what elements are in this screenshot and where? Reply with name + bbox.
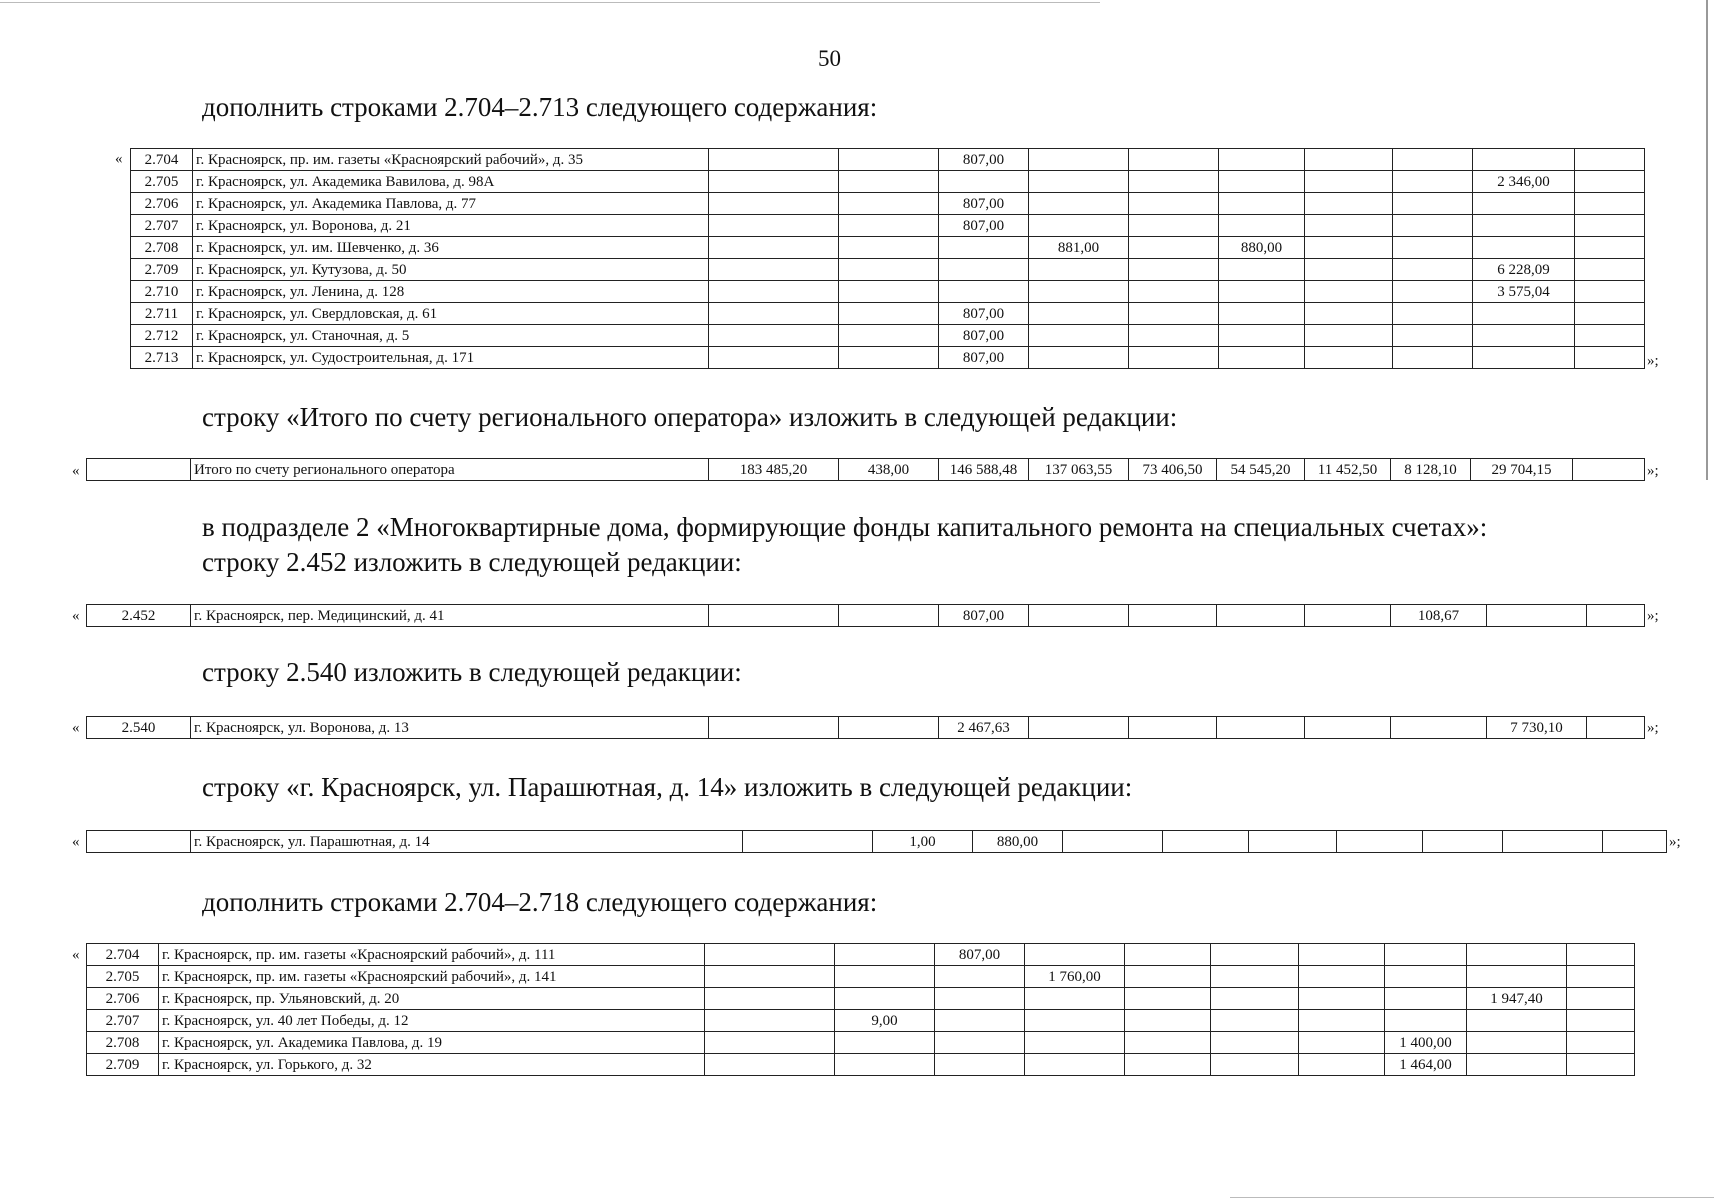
value-cell: 73 406,50 xyxy=(1129,459,1217,481)
value-cell xyxy=(939,237,1029,259)
row-number-cell: 2.704 xyxy=(87,944,159,966)
value-cell xyxy=(1393,237,1473,259)
value-cell xyxy=(709,215,839,237)
value-cell xyxy=(709,303,839,325)
table-row-2540 xyxy=(86,716,1645,739)
page-number: 50 xyxy=(818,46,841,71)
address-cell: г. Красноярск, ул. Воронова, д. 13 xyxy=(191,717,709,739)
row-number-cell: 2.705 xyxy=(131,171,193,193)
table-row xyxy=(87,1010,1635,1032)
value-cell xyxy=(1393,303,1473,325)
value-cell xyxy=(839,237,939,259)
value-cell xyxy=(1473,325,1575,347)
value-cell xyxy=(1217,717,1305,739)
address-cell: г. Красноярск, ул. Кутузова, д. 50 xyxy=(193,259,709,281)
value-cell xyxy=(1305,237,1393,259)
value-cell xyxy=(1219,347,1305,369)
value-cell xyxy=(1393,193,1473,215)
value-cell xyxy=(1211,944,1299,966)
paragraph-row-2452: строку 2.452 изложить в следующей редакции: xyxy=(202,547,742,577)
value-cell xyxy=(839,325,939,347)
address-cell: г. Красноярск, ул. Академика Павлова, д. 77 xyxy=(193,193,709,215)
value-cell xyxy=(705,988,835,1010)
value-cell xyxy=(1025,1032,1125,1054)
value-cell xyxy=(1385,966,1467,988)
value-cell xyxy=(839,717,939,739)
value-cell xyxy=(935,966,1025,988)
value-cell xyxy=(1125,988,1211,1010)
address-cell: г. Красноярск, пр. им. газеты «Красноярский рабочий», д. 111 xyxy=(159,944,705,966)
value-cell xyxy=(1219,325,1305,347)
paragraph-parashyutnaya: строку «г. Красноярск, ул. Парашютная, д. 14» изложить в следующей редакции: xyxy=(202,772,1133,802)
value-cell xyxy=(1467,1054,1567,1076)
value-cell xyxy=(939,171,1029,193)
value-cell xyxy=(1575,347,1645,369)
value-cell: 1 760,00 xyxy=(1025,966,1125,988)
address-cell: г. Красноярск, ул. Академика Павлова, д. 19 xyxy=(159,1032,705,1054)
value-cell xyxy=(935,988,1025,1010)
paragraph-add-rows-2: дополнить строками 2.704–2.718 следующего содержания: xyxy=(202,887,878,917)
table-total-row xyxy=(86,458,1645,481)
value-cell xyxy=(1129,237,1219,259)
value-cell xyxy=(1385,1010,1467,1032)
quote-close: »; xyxy=(1647,608,1659,624)
scan-edge xyxy=(1706,0,1708,480)
value-cell xyxy=(1393,171,1473,193)
row-number-cell: 2.706 xyxy=(87,988,159,1010)
value-cell xyxy=(1025,944,1125,966)
quote-open: « xyxy=(72,720,80,736)
value-cell xyxy=(1129,303,1219,325)
value-cell xyxy=(1587,717,1645,739)
row-number-cell: 2.709 xyxy=(87,1054,159,1076)
value-cell xyxy=(705,1054,835,1076)
value-cell xyxy=(1575,325,1645,347)
value-cell xyxy=(835,1054,935,1076)
value-cell xyxy=(939,281,1029,303)
value-cell xyxy=(1305,259,1393,281)
value-cell xyxy=(1125,1054,1211,1076)
value-cell xyxy=(709,259,839,281)
quote-open: « xyxy=(72,947,80,963)
value-cell xyxy=(1393,347,1473,369)
row-number-cell: 2.708 xyxy=(131,237,193,259)
value-cell xyxy=(839,303,939,325)
value-cell xyxy=(1029,281,1129,303)
paragraph-total-row: строку «Итого по счету регионального оператора» изложить в следующей редакции: xyxy=(202,402,1178,432)
row-number-cell: 2.707 xyxy=(87,1010,159,1032)
value-cell xyxy=(1029,259,1129,281)
row-number-cell: 2.708 xyxy=(87,1032,159,1054)
row-number-cell: 2.540 xyxy=(87,717,191,739)
value-cell xyxy=(1129,171,1219,193)
address-cell: г. Красноярск, пр. Ульяновский, д. 20 xyxy=(159,988,705,1010)
value-cell xyxy=(1217,605,1305,627)
value-cell xyxy=(1575,281,1645,303)
value-cell xyxy=(1125,1032,1211,1054)
value-cell xyxy=(709,237,839,259)
value-cell: 2 467,63 xyxy=(939,717,1029,739)
value-cell xyxy=(705,966,835,988)
table-row xyxy=(131,325,1645,347)
value-cell xyxy=(1587,605,1645,627)
address-cell: г. Красноярск, пр. им. газеты «Красноярский рабочий», д. 141 xyxy=(159,966,705,988)
value-cell xyxy=(1129,717,1217,739)
value-cell xyxy=(1299,988,1385,1010)
value-cell: 1,00 xyxy=(873,831,973,853)
value-cell: 880,00 xyxy=(973,831,1063,853)
value-cell xyxy=(935,1054,1025,1076)
address-cell: г. Красноярск, ул. Воронова, д. 21 xyxy=(193,215,709,237)
value-cell: 438,00 xyxy=(839,459,939,481)
row-number-cell: 2.707 xyxy=(131,215,193,237)
value-cell xyxy=(705,1010,835,1032)
value-cell xyxy=(709,325,839,347)
value-cell xyxy=(1129,259,1219,281)
value-cell xyxy=(1391,717,1487,739)
paragraph-add-rows-1: дополнить строками 2.704–2.713 следующего содержания: xyxy=(202,92,878,122)
value-cell xyxy=(709,717,839,739)
value-cell xyxy=(1503,831,1603,853)
row-number-cell: 2.711 xyxy=(131,303,193,325)
value-cell xyxy=(1129,193,1219,215)
value-cell xyxy=(1299,1032,1385,1054)
value-cell xyxy=(939,259,1029,281)
value-cell xyxy=(839,149,939,171)
value-cell xyxy=(1393,149,1473,171)
value-cell xyxy=(1305,193,1393,215)
value-cell xyxy=(1305,171,1393,193)
value-cell xyxy=(1473,347,1575,369)
value-cell xyxy=(1467,1010,1567,1032)
address-cell: г. Красноярск, ул. им. Шевченко, д. 36 xyxy=(193,237,709,259)
bottom-rule xyxy=(1230,1197,1714,1198)
address-cell: г. Красноярск, ул. Горького, д. 32 xyxy=(159,1054,705,1076)
value-cell xyxy=(1575,193,1645,215)
table-row xyxy=(131,347,1645,369)
table-parashyutnaya xyxy=(86,830,1667,853)
value-cell xyxy=(1249,831,1337,853)
quote-close: »; xyxy=(1647,353,1659,369)
value-cell xyxy=(835,1032,935,1054)
value-cell xyxy=(1473,303,1575,325)
row-number-cell xyxy=(87,831,191,853)
value-cell: 807,00 xyxy=(939,303,1029,325)
value-cell xyxy=(1567,1010,1635,1032)
value-cell: 807,00 xyxy=(939,149,1029,171)
value-cell: 807,00 xyxy=(939,605,1029,627)
row-number-cell: 2.452 xyxy=(87,605,191,627)
table-row xyxy=(131,259,1645,281)
address-cell: Итого по счету регионального оператора xyxy=(191,459,709,481)
value-cell xyxy=(1129,149,1219,171)
value-cell xyxy=(1029,215,1129,237)
value-cell xyxy=(839,281,939,303)
table-row xyxy=(131,303,1645,325)
value-cell xyxy=(1299,944,1385,966)
row-number-cell: 2.713 xyxy=(131,347,193,369)
value-cell xyxy=(1305,149,1393,171)
table-row xyxy=(131,215,1645,237)
value-cell xyxy=(1305,325,1393,347)
value-cell xyxy=(709,193,839,215)
value-cell xyxy=(1305,215,1393,237)
value-cell: 6 228,09 xyxy=(1473,259,1575,281)
value-cell xyxy=(743,831,873,853)
value-cell: 1 947,40 xyxy=(1467,988,1567,1010)
address-cell: г. Красноярск, пер. Медицинский, д. 41 xyxy=(191,605,709,627)
value-cell xyxy=(1129,605,1217,627)
value-cell xyxy=(1305,303,1393,325)
value-cell xyxy=(1219,259,1305,281)
value-cell xyxy=(1125,1010,1211,1032)
value-cell xyxy=(1393,259,1473,281)
table-row xyxy=(87,988,1635,1010)
table-row xyxy=(131,149,1645,171)
value-cell xyxy=(1025,1054,1125,1076)
value-cell: 881,00 xyxy=(1029,237,1129,259)
value-cell xyxy=(1219,193,1305,215)
value-cell xyxy=(1029,717,1129,739)
value-cell xyxy=(1299,1054,1385,1076)
value-cell xyxy=(1467,1032,1567,1054)
value-cell: 807,00 xyxy=(939,347,1029,369)
table-rows-2704-2718 xyxy=(86,943,1635,1076)
value-cell: 1 400,00 xyxy=(1385,1032,1467,1054)
value-cell xyxy=(839,259,939,281)
address-cell: г. Красноярск, ул. Ленина, д. 128 xyxy=(193,281,709,303)
value-cell xyxy=(835,944,935,966)
value-cell xyxy=(1385,944,1467,966)
value-cell xyxy=(1393,281,1473,303)
value-cell xyxy=(1219,303,1305,325)
value-cell xyxy=(1575,215,1645,237)
value-cell xyxy=(1473,215,1575,237)
value-cell xyxy=(1163,831,1249,853)
row-number-cell: 2.704 xyxy=(131,149,193,171)
value-cell xyxy=(1575,303,1645,325)
value-cell xyxy=(1029,605,1129,627)
value-cell xyxy=(1299,966,1385,988)
value-cell xyxy=(1029,193,1129,215)
value-cell xyxy=(709,149,839,171)
value-cell xyxy=(1025,1010,1125,1032)
value-cell: 11 452,50 xyxy=(1305,459,1391,481)
value-cell: 807,00 xyxy=(939,193,1029,215)
address-cell: г. Красноярск, ул. Судостроительная, д. 171 xyxy=(193,347,709,369)
row-number-cell: 2.712 xyxy=(131,325,193,347)
table-row xyxy=(87,605,1645,627)
value-cell: 146 588,48 xyxy=(939,459,1029,481)
value-cell xyxy=(1063,831,1163,853)
value-cell xyxy=(1129,325,1219,347)
value-cell: 108,67 xyxy=(1391,605,1487,627)
value-cell: 54 545,20 xyxy=(1217,459,1305,481)
row-number-cell xyxy=(87,459,191,481)
value-cell xyxy=(1029,171,1129,193)
value-cell xyxy=(1299,1010,1385,1032)
table-row xyxy=(131,281,1645,303)
value-cell xyxy=(839,171,939,193)
table-row xyxy=(131,193,1645,215)
row-number-cell: 2.709 xyxy=(131,259,193,281)
table-row xyxy=(87,944,1635,966)
value-cell xyxy=(839,215,939,237)
value-cell xyxy=(1467,966,1567,988)
value-cell xyxy=(1029,325,1129,347)
value-cell xyxy=(709,171,839,193)
value-cell xyxy=(1573,459,1645,481)
address-cell: г. Красноярск, ул. Станочная, д. 5 xyxy=(193,325,709,347)
value-cell: 807,00 xyxy=(935,944,1025,966)
table-row xyxy=(87,459,1645,481)
value-cell xyxy=(1219,281,1305,303)
value-cell xyxy=(1125,966,1211,988)
value-cell xyxy=(1219,171,1305,193)
table-row xyxy=(87,831,1667,853)
value-cell: 807,00 xyxy=(939,215,1029,237)
value-cell xyxy=(1575,237,1645,259)
value-cell xyxy=(839,347,939,369)
value-cell xyxy=(1129,281,1219,303)
table-rows-2704-2713 xyxy=(130,148,1645,369)
table-row xyxy=(87,1032,1635,1054)
value-cell xyxy=(1567,1054,1635,1076)
value-cell xyxy=(1305,281,1393,303)
value-cell xyxy=(1423,831,1503,853)
table-row xyxy=(131,171,1645,193)
quote-open: « xyxy=(72,834,80,850)
value-cell xyxy=(1305,347,1393,369)
value-cell xyxy=(709,605,839,627)
value-cell xyxy=(1575,149,1645,171)
value-cell xyxy=(1575,259,1645,281)
value-cell xyxy=(1125,944,1211,966)
value-cell: 8 128,10 xyxy=(1391,459,1471,481)
value-cell xyxy=(1029,149,1129,171)
value-cell xyxy=(1567,988,1635,1010)
quote-open: « xyxy=(72,608,80,624)
value-cell xyxy=(1211,1032,1299,1054)
value-cell xyxy=(1603,831,1667,853)
table-row xyxy=(131,237,1645,259)
value-cell xyxy=(839,605,939,627)
row-number-cell: 2.705 xyxy=(87,966,159,988)
quote-close: »; xyxy=(1647,463,1659,479)
value-cell xyxy=(835,988,935,1010)
paragraph-subsection-2: в подразделе 2 «Многоквартирные дома, формирующие фонды капитального ремонта на специальных счетах»: xyxy=(202,512,1488,542)
value-cell xyxy=(709,347,839,369)
quote-open: « xyxy=(115,151,123,167)
row-number-cell: 2.710 xyxy=(131,281,193,303)
value-cell xyxy=(1393,215,1473,237)
value-cell xyxy=(1025,988,1125,1010)
value-cell xyxy=(1473,193,1575,215)
value-cell xyxy=(1219,149,1305,171)
value-cell: 183 485,20 xyxy=(709,459,839,481)
value-cell xyxy=(1473,149,1575,171)
value-cell xyxy=(1129,215,1219,237)
value-cell xyxy=(1211,1010,1299,1032)
top-rule xyxy=(0,2,1100,3)
value-cell xyxy=(1305,605,1391,627)
address-cell: г. Красноярск, ул. Парашютная, д. 14 xyxy=(191,831,743,853)
value-cell: 3 575,04 xyxy=(1473,281,1575,303)
value-cell xyxy=(1487,605,1587,627)
quote-open: « xyxy=(72,463,80,479)
value-cell: 2 346,00 xyxy=(1473,171,1575,193)
value-cell: 9,00 xyxy=(835,1010,935,1032)
value-cell xyxy=(1029,347,1129,369)
address-cell: г. Красноярск, ул. 40 лет Победы, д. 12 xyxy=(159,1010,705,1032)
quote-close: »; xyxy=(1669,834,1681,850)
value-cell xyxy=(1385,988,1467,1010)
value-cell: 880,00 xyxy=(1219,237,1305,259)
value-cell xyxy=(1211,988,1299,1010)
value-cell: 137 063,55 xyxy=(1029,459,1129,481)
value-cell xyxy=(1467,944,1567,966)
address-cell: г. Красноярск, пр. им. газеты «Красноярский рабочий», д. 35 xyxy=(193,149,709,171)
value-cell xyxy=(1337,831,1423,853)
value-cell: 7 730,10 xyxy=(1487,717,1587,739)
value-cell xyxy=(1567,944,1635,966)
paragraph-row-2540: строку 2.540 изложить в следующей редакции: xyxy=(202,657,742,687)
table-row xyxy=(87,1054,1635,1076)
value-cell: 807,00 xyxy=(939,325,1029,347)
address-cell: г. Красноярск, ул. Свердловская, д. 61 xyxy=(193,303,709,325)
table-row xyxy=(87,966,1635,988)
row-number-cell: 2.706 xyxy=(131,193,193,215)
value-cell xyxy=(1567,1032,1635,1054)
table-row xyxy=(87,717,1645,739)
value-cell: 29 704,15 xyxy=(1471,459,1573,481)
value-cell xyxy=(1211,966,1299,988)
quote-close: »; xyxy=(1647,720,1659,736)
value-cell xyxy=(1129,347,1219,369)
value-cell xyxy=(835,966,935,988)
value-cell xyxy=(1473,237,1575,259)
value-cell xyxy=(1575,171,1645,193)
value-cell xyxy=(1567,966,1635,988)
value-cell xyxy=(1305,717,1391,739)
value-cell xyxy=(839,193,939,215)
value-cell xyxy=(705,944,835,966)
value-cell xyxy=(1219,215,1305,237)
table-row-2452 xyxy=(86,604,1645,627)
address-cell: г. Красноярск, ул. Академика Вавилова, д. 98А xyxy=(193,171,709,193)
value-cell xyxy=(935,1032,1025,1054)
value-cell xyxy=(1393,325,1473,347)
value-cell xyxy=(935,1010,1025,1032)
value-cell: 1 464,00 xyxy=(1385,1054,1467,1076)
value-cell xyxy=(705,1032,835,1054)
value-cell xyxy=(1211,1054,1299,1076)
value-cell xyxy=(709,281,839,303)
value-cell xyxy=(1029,303,1129,325)
